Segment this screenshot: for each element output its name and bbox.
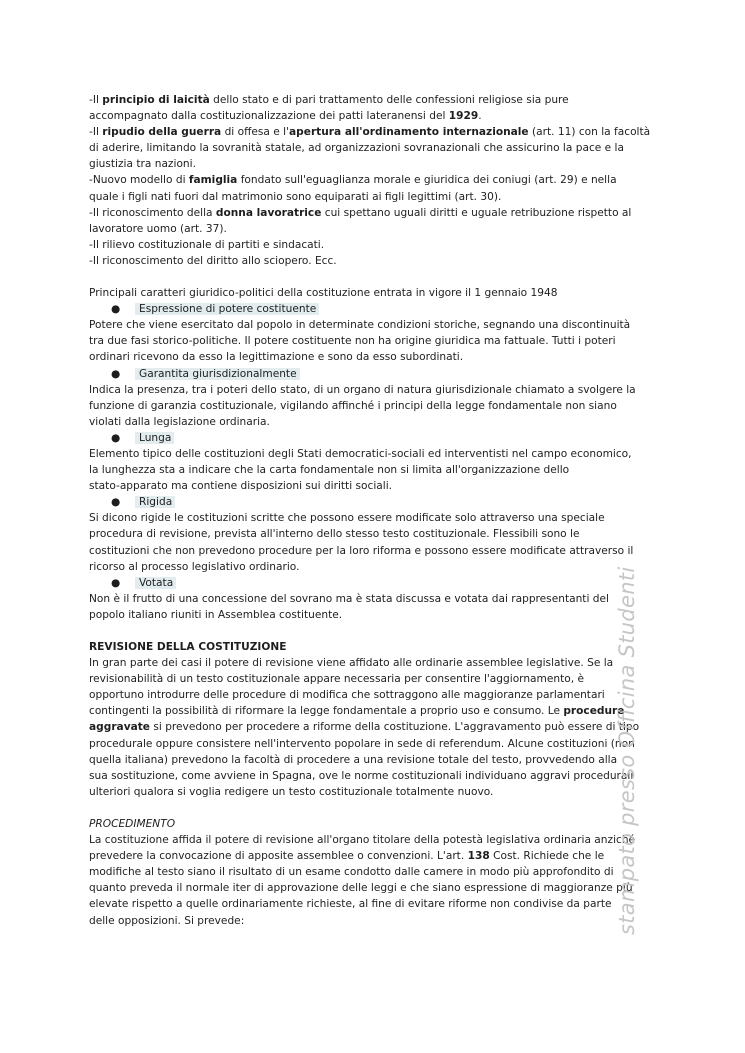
text-line: -Il rilievo costituzionale di partiti e sindacati. — [89, 238, 325, 251]
characteristics-list — [89, 301, 655, 623]
characteristic-description-line: la lunghezza sta a indicare che la carta fondamentale non si limita all'organizzazione dello — [89, 464, 570, 477]
text-line: prevedere la convocazione di apposite assemblee o convenzioni. L'art. 138 Cost. Richiede che le — [89, 850, 605, 863]
characteristic-title: Rigida — [135, 496, 175, 508]
text-line: accompagnato dalla costituzionalizzazione dei patti lateranensi del 1929. — [89, 110, 482, 123]
characteristic-bullet — [89, 301, 655, 317]
characteristic-description-line: ordinari ricevono da esso la legittimazione e sono da esso subordinati. — [89, 351, 464, 364]
characteristic-description-line: tra due fasi storico-politiche. Il potere costituente non ha origine giuridica ma fattuale. Tutti i poteri — [89, 335, 616, 348]
characteristics-intro: Principali caratteri giuridico-politici della costituzione entrata in vigore il 1 gennaio 1948 — [89, 287, 558, 300]
characteristic-title: Lunga — [135, 432, 174, 444]
characteristic-description-line: funzione di garanzia costituzionale, vigilando affinché i principi della legge fondamentale non siano — [89, 399, 617, 412]
bullet-icon: ● — [111, 496, 121, 509]
characteristic-bullet — [89, 575, 655, 591]
bold-term: aggravate — [89, 721, 150, 734]
text-line: -Il riconoscimento del diritto allo sciopero. Ecc. — [89, 254, 337, 267]
bold-term: principio di laicità — [102, 94, 210, 106]
bullet-icon: ● — [111, 576, 121, 589]
bold-term: apertura all'ordinamento internazionale — [289, 126, 529, 139]
text-line: revisionabilità di un testo costituzionale appare necessaria per consentire l'aggiornamento, è — [89, 673, 584, 686]
characteristic-description-line: ricorso al processo legislativo ordinario. — [89, 560, 300, 573]
text-line: quanto preveda il normale iter di approvazione delle leggi e che siano espressione di maggioranze più — [89, 882, 633, 895]
characteristic-title: Votata — [135, 577, 176, 589]
revision-paragraph — [89, 655, 655, 800]
text-line: In gran parte dei casi il potere di revisione viene affidato alle ordinarie assemblee legislative. Se la — [89, 657, 614, 670]
characteristic-description-line: violati dalla legislazione ordinaria. — [89, 415, 270, 428]
characteristic-description-line: Potere che viene esercitato dal popolo in determinate condizioni storiche, segnando una discontinuità — [89, 319, 631, 332]
text-line: modifiche al testo siano il risultato di un esame condotto dalle camere in modo più approfondito di — [89, 866, 614, 879]
characteristic-bullet — [89, 494, 655, 510]
bullet-icon: ● — [111, 303, 121, 316]
text-line: -Il riconoscimento della donna lavoratrice cui spettano uguali diritti e uguale retribuzione rispetto al — [89, 206, 632, 219]
document-page — [89, 92, 655, 929]
characteristic-description-line: Indica la presenza, tra i poteri dello stato, di un organo di natura giurisdizionale chiamato a svolgere la — [89, 383, 636, 396]
text-line: delle opposizioni. Si prevede: — [89, 914, 245, 927]
text-line: lavoratore uomo (art. 37). — [89, 222, 227, 235]
text-line: -Il ripudio della guerra di offesa e l'apertura all'ordinamento internazionale (art. 11) con la facoltà — [89, 126, 651, 139]
watermark: stampato presso Officina Studenti — [615, 566, 639, 935]
bold-term: 1929 — [448, 110, 479, 123]
rights-list — [89, 92, 655, 269]
text-line: -Nuovo modello di famiglia fondato sull'eguaglianza morale e giuridica dei coniugi (art. 29) e nella — [89, 174, 617, 187]
characteristic-description-line: procedura di revisione, prevista all'interno dello stesso testo costituzionale. Flessibili sono le — [89, 528, 580, 541]
bold-term: famiglia — [188, 174, 238, 187]
text-line: quella italiana) prevedono la facoltà di procedere a una revisione totale del testo, provvedendo alla — [89, 753, 618, 766]
bold-term: donna lavoratrice — [215, 206, 322, 219]
text-line: procedurale oppure consistere nell'intervento popolare in sede di referendum. Alcune costituzioni (non — [89, 737, 635, 750]
characteristic-bullet — [89, 430, 655, 446]
text-line: contingenti la possibilità di riformare la legge fondamentale a proprio uso e consumo. Le procedure — [89, 705, 625, 718]
text-line: opportuno introdurre delle procedure di modifica che sottraggono alle maggioranze parlamentari — [89, 689, 605, 702]
characteristic-description-line: stato-apparato ma contiene disposizioni sui diritti sociali. — [89, 480, 393, 493]
text-line: La costituzione affida il potere di revisione all'organo titolare della potestà legislativa ordinaria anziché — [89, 834, 636, 847]
characteristic-description-line: costituzioni che non prevedono procedure per la loro riforma e possono essere modificate attraverso il — [89, 544, 634, 557]
text-line: sua sostituzione, come avviene in Spagna, ove le norme costituzionali individuano aggravi procedurali — [89, 769, 634, 782]
section-heading-revisione: REVISIONE DELLA COSTITUZIONE — [89, 641, 287, 653]
bullet-icon: ● — [111, 431, 121, 444]
characteristic-bullet — [89, 366, 655, 382]
text-line: giustizia tra nazioni. — [89, 158, 196, 171]
text-line: -Il principio di laicità dello stato e di pari trattamento delle confessioni religiose sia pure — [89, 94, 569, 106]
bold-term: ripudio della guerra — [102, 126, 222, 139]
characteristic-description-line: Elemento tipico delle costituzioni degli Stati democratici-sociali ed interventisti nel campo economico, — [89, 447, 632, 460]
characteristic-description-line: Non è il frutto di una concessione del sovrano ma è stata discussa e votata dai rappresentanti del — [89, 592, 609, 605]
characteristic-title: Garantita giurisdizionalmente — [135, 368, 300, 380]
characteristic-title: Espressione di potere costituente — [135, 303, 319, 315]
text-line: ulteriori qualora si voglia redigere un testo costituzionale totalmente nuovo. — [89, 785, 494, 798]
text-line: elevate rispetto a quelle ordinariamente richieste, al fine di evitare riforme non condivise da parte — [89, 898, 612, 911]
characteristic-description-line: Si dicono rigide le costituzioni scritte che possono essere modificate solo attraverso una speciale — [89, 512, 605, 525]
section-heading-procedimento: PROCEDIMENTO — [89, 817, 176, 830]
text-line: aggravate si prevedono per procedere a riforme della costituzione. L'aggravamento può essere di tipo — [89, 721, 640, 734]
text-line: quale i figli nati fuori dal matrimonio sono equiparati ai figli legittimi (art. 30). — [89, 190, 502, 203]
bullet-icon: ● — [111, 367, 121, 380]
characteristic-description-line: popolo italiano riuniti in Assemblea costituente. — [89, 608, 343, 621]
procedure-paragraph — [89, 832, 655, 929]
text-line: di aderire, limitando la sovranità statale, ad organizzazioni sovranazionali che assicurino la pace e la — [89, 142, 624, 155]
bold-term: procedure — [563, 705, 625, 718]
bold-term: 138 — [467, 850, 490, 863]
